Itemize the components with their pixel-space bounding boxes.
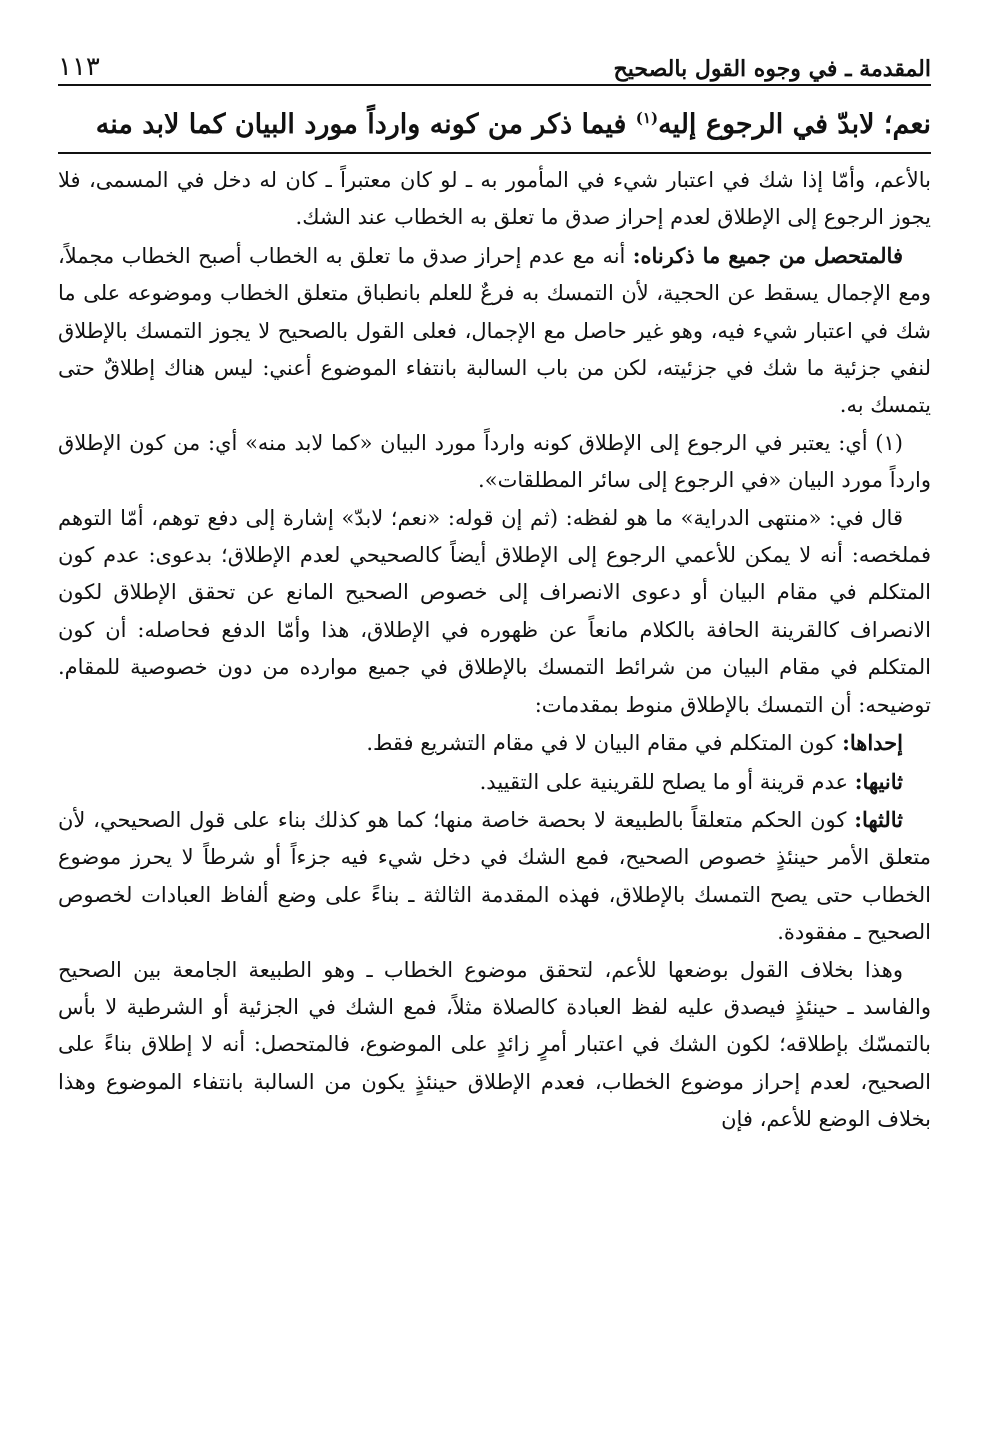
premise-first [58,724,931,762]
main-text-start: نعم؛ لابدّ في الرجوع إليه [658,109,931,140]
premise-first-lead: إحداها: [842,730,903,756]
running-title: المقدمة ـ في وجوه القول بالصحيح [613,56,931,82]
premise-first-body: كون المتكلم في مقام البيان لا في مقام التشريع فقط. [366,731,843,756]
commentary-paragraph-3: قال في: «منتهى الدراية» ما هو لفظه: (ثم إن قوله: «نعم؛ لابدّ» إشارة إلى دفع توهم، أمّا التوهم فملخصه: أنه لا يمكن للأعمي الرجوع إلى الإطلاق أيضاً كالصحيحي لعدم الإطلاق؛ بدعوى: عدم كون المتكلم في مقام البيان أو دعوى الانصراف إلى خصوص الصحيح المانع عن تحقق الإطلاق لكون الانصراف كالقرينة الحافة بالكلام مانعاً عن ظهوره في الإطلاق، هذا وأمّا الدفع فحاصله: أن كون المتكلم في مقام البيان من شرائط التمسك بالإطلاق في جميع موارده من دون خصوصية للمقام. توضيحه: أن التمسك بالإطلاق منوط بمقدمات: [58,505,931,717]
paragraph-2-lead: فالمتحصل من جميع ما ذكرناه: [632,242,903,268]
footnote-1: (١) أي: يعتبر في الرجوع إلى الإطلاق كونه وارداً مورد البيان «كما لابد منه» أي: من كون الإطلاق وارداً مورد البيان «في الرجوع إلى سائر المطلقات». [58,430,931,493]
premise-second-body: عدم قرينة أو ما يصلح للقرينية على التقييد. [479,769,855,794]
main-text-end: فيما ذكر من كونه وارداً مورد البيان كما لابد منه [95,109,636,140]
paragraph-2-body: أنه مع عدم إحراز صدق ما تعلق به الخطاب أصبح الخطاب مجملاً، ومع الإجمال يسقط عن الحجية، لأن التمسك به فرعٌ للعلم بانطباق متعلق الخطاب وموضوعه على ما شك في اعتبار شيء فيه، وهو غير حاصل مع الإجمال، فعلى القول بالصحيح لا يجوز التمسك بالإطلاق لنفي جزئية ما شك في جزئيته، لكن من باب السالبة بانتفاء الموضوع أعني: ليس هناك إطلاقٌ حتى يتمسك به. [58,243,931,418]
commentary-body [58,162,931,1139]
premise-second [58,763,931,801]
footnote-marker: (١) [635,109,659,127]
commentary-paragraph-2 [58,237,931,425]
commentary-paragraph-1: بالأعم، وأمّا إذا شك في اعتبار شيء في المأمور به ـ لو كان معتبراً ـ كان له دخل في المسمى، فلا يجوز الرجوع إلى الإطلاق لعدم إحراز صدق ما تعلق به الخطاب عند الشك. [58,168,931,230]
page-header [58,42,931,82]
premise-third-lead: ثالثها: [854,806,903,832]
main-text-divider [58,152,931,154]
premise-second-lead: ثانيها: [854,768,903,794]
main-text-line [58,92,931,151]
page-number: ١١٣ [58,52,100,82]
premise-third-body: كون الحكم متعلقاً بالطبيعة لا بحصة خاصة منها؛ كما هو كذلك بناء على قول الصحيحي، لأن متعلق الأمر حينئذٍ خصوص الصحيح، فمع الشك في دخل شيء فيه جزءاً أو شرطاً لا يحرز موضوع الخطاب حتى يصح التمسك بالإطلاق، فهذه المقدمة الثالثة ـ بناءً على وضع ألفاظ العبادات لخصوص الصحيح ـ مفقودة. [58,807,931,945]
premise-third [58,801,931,952]
header-divider [58,84,931,86]
commentary-paragraph-4: وهذا بخلاف القول بوضعها للأعم، لتحقق موضوع الخطاب ـ وهو الطبيعة الجامعة بين الصحيح والفاسد ـ حينئذٍ فيصدق عليه لفظ العبادة كالصلاة مثلاً، فمع الشك في الجزئية أو الشرطية لا بأس بالتمسّك بإطلاقه؛ لكون الشك في اعتبار أمرٍ زائدٍ على الموضوع، فالمتحصل: أنه لا إطلاق بناءً على الصحيح، لعدم إحراز موضوع الخطاب، فعدم الإطلاق حينئذٍ يكون من السالبة بانتفاء الموضوع وهذا بخلاف الوضع للأعم، فإن [58,957,931,1132]
